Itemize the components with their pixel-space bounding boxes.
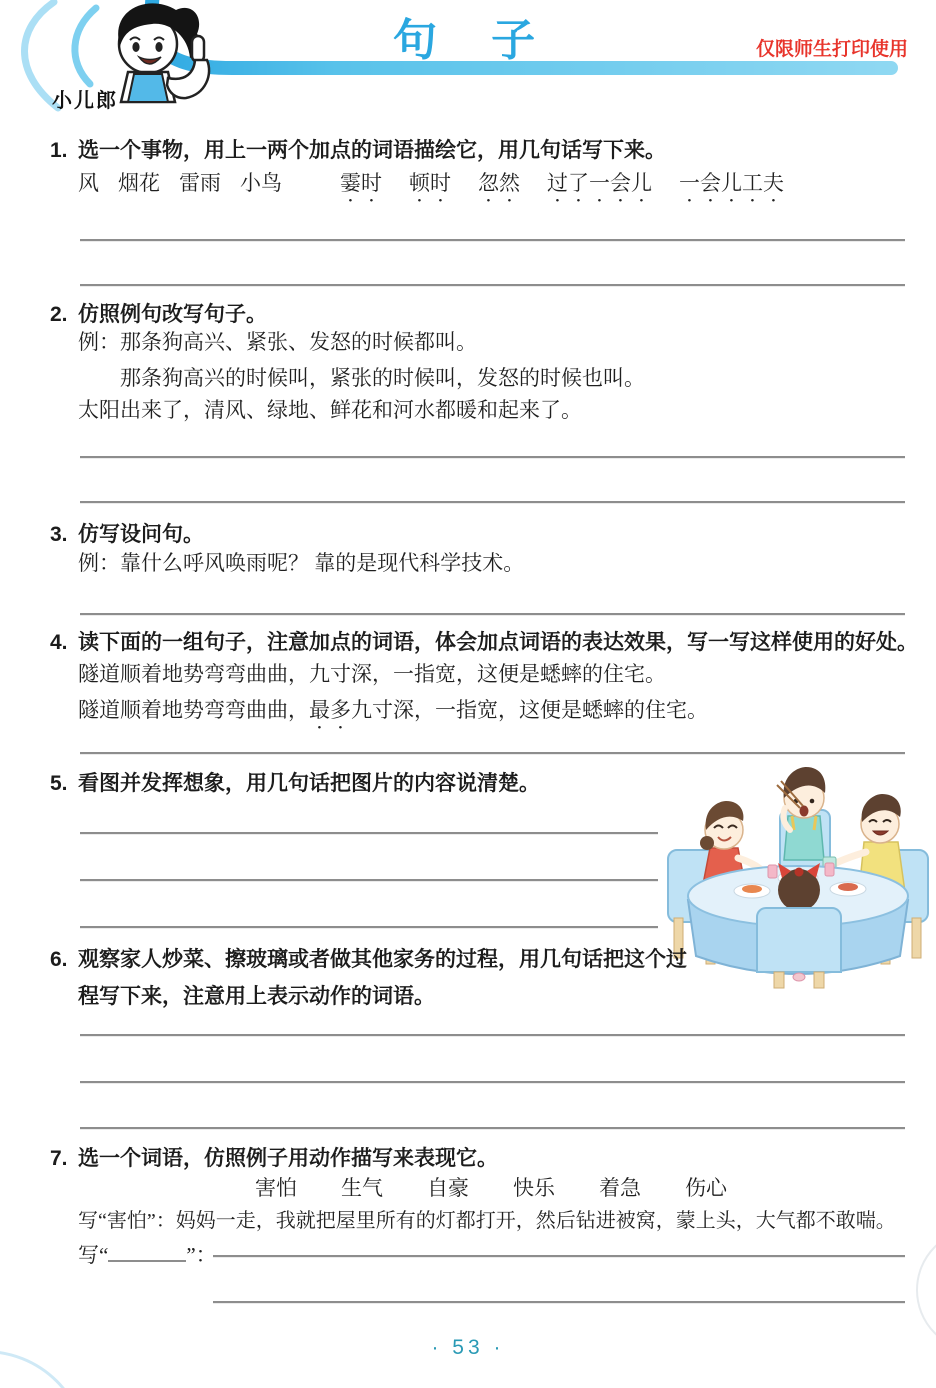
word-bank-q1 <box>78 168 784 207</box>
write-prompt-row <box>78 1240 217 1270</box>
decorative-arc-right <box>916 1228 936 1352</box>
question-number: 2. <box>50 303 68 326</box>
question-7 <box>50 1140 920 1177</box>
exercise-sentence: 太阳出来了，清风、绿地、鲜花和河水都暖和起来了。 <box>78 398 582 422</box>
word: 烟花 <box>118 171 160 195</box>
dotted-word: 霎时 <box>340 171 382 195</box>
word: 生气 <box>341 1176 383 1200</box>
question-prompt: 仿照例句改写句子。 <box>78 303 267 326</box>
question-prompt: 仿写设问句。 <box>78 523 204 546</box>
children-dinner-illustration <box>662 758 934 990</box>
logo-label: 小儿郎 <box>52 90 118 112</box>
write-label-start: 写“ <box>78 1243 109 1267</box>
dotted-word: 顿时 <box>409 171 451 195</box>
answer-line <box>80 501 905 503</box>
page-title: 句 子 <box>392 16 544 65</box>
answer-line <box>80 926 658 928</box>
word: 风 <box>78 171 99 195</box>
word: 着急 <box>599 1176 641 1200</box>
dotted-word: 过了一会儿 <box>547 171 652 195</box>
dotted-word: 忽然 <box>478 171 520 195</box>
word: 雷雨 <box>179 171 221 195</box>
answer-line <box>80 284 905 286</box>
word: 快乐 <box>513 1176 555 1200</box>
question-1 <box>50 132 920 169</box>
exercise-sentence: 隧道顺着地势弯弯曲曲，九寸深，一指宽，这便是蟋蟀的住宅。 <box>78 662 666 686</box>
sentence-part: 九寸深，一指宽，这便是蟋蟀的住宅。 <box>351 698 708 722</box>
question-number: 3. <box>50 523 68 546</box>
answer-line <box>80 456 905 458</box>
answer-line <box>80 752 905 754</box>
example-sentence: 写“害怕”：妈妈一走，我就把屋里所有的灯都打开，然后钻进被窝，蒙上头，大气都不敢喘。 <box>78 1210 896 1232</box>
example-sentence: 那条狗高兴的时候叫，紧张的时候叫，发怒的时候也叫。 <box>120 366 645 390</box>
answer-line <box>80 1127 905 1129</box>
question-prompt: 选一个事物，用上一两个加点的词语描绘它，用几句话写下来。 <box>78 139 666 162</box>
question-number: 6. <box>50 948 68 971</box>
answer-line <box>213 1255 905 1257</box>
answer-line <box>80 1034 905 1036</box>
sentence-part: 隧道顺着地势弯弯曲曲， <box>78 698 309 722</box>
question-number: 7. <box>50 1147 68 1170</box>
answer-line <box>80 1081 905 1083</box>
word: 害怕 <box>255 1176 297 1200</box>
print-notice: 仅限师生打印使用 <box>755 39 908 60</box>
dotted-word: 最多 <box>309 698 351 722</box>
question-prompt: 选一个词语，仿照例子用动作描写来表现它。 <box>78 1147 498 1170</box>
word: 伤心 <box>685 1176 727 1200</box>
example-sentence: 例：那条狗高兴、紧张、发怒的时候都叫。 <box>78 330 477 354</box>
fill-in-blank <box>108 1240 186 1262</box>
answer-line <box>80 239 905 241</box>
write-label-end: ”： <box>186 1243 217 1267</box>
word: 自豪 <box>427 1176 469 1200</box>
word-bank-q7 <box>255 1173 727 1203</box>
word: 小鸟 <box>240 171 282 195</box>
question-prompt: 读下面的一组句子，注意加点的词语，体会加点词语的表达效果，写一写这样使用的好处。 <box>78 631 918 654</box>
question-6 <box>50 941 690 1015</box>
question-prompt: 看图并发挥想象，用几句话把图片的内容说清楚。 <box>78 772 540 795</box>
question-prompt: 观察家人炒菜、擦玻璃或者做其他家务的过程，用几句话把这个过程写下来，注意用上表示动作的词语。 <box>78 948 687 1008</box>
exercise-sentence <box>78 695 708 734</box>
answer-line <box>80 879 658 881</box>
example-sentence: 例：靠什么呼风唤雨呢？ 靠的是现代科学技术。 <box>78 551 525 575</box>
question-5 <box>50 765 650 802</box>
dotted-word: 一会儿工夫 <box>679 171 784 195</box>
answer-line <box>80 613 905 615</box>
page-number: · 53 · <box>431 1336 505 1359</box>
question-number: 1. <box>50 139 68 162</box>
answer-line <box>80 832 658 834</box>
question-number: 5. <box>50 772 68 795</box>
question-4 <box>50 626 926 660</box>
question-number: 4. <box>50 631 68 654</box>
answer-line <box>213 1301 905 1303</box>
